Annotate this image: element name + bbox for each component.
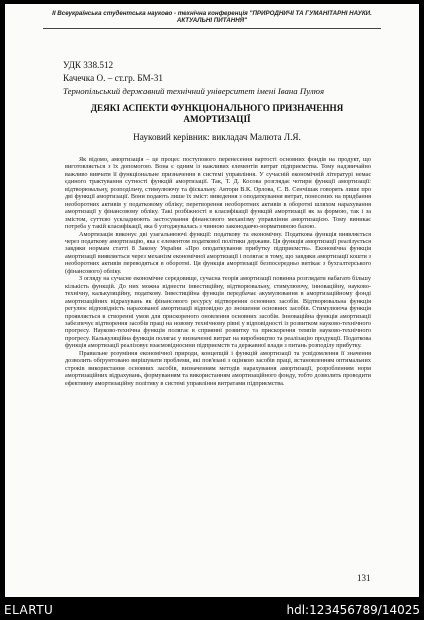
paragraph: Як відомо, амортизація – це процес поступового перенесення вартості основних фондів на продукт, що виготовляється з їх допомогою. Вона є одним із важливих елементів витрат підприємства. Тому надзвичайно важливо вивчати її функціональне призначення в системі управління. У сучасній економічній літературі немає єдиного трактування сутності функцій амортизації. Так, Т. Д. Косова розглядає чотири функції амортизації: відтворювальну, розподільчу, стимулюючу та фіскальну. Автори В.К. Орлова, С. В. Сенчішак говорять лише про дві функції амортизації. Вони подають лише їх зміст: виведення з оподаткування витрат, понесених на придбання необоротних активів у податковому обліку; перетворення необоротних активів в оборотні шляхом нарахування амортизації у фінансовому обліку. Такі розбіжності в класифікації функцій амортизації як за формою, так і за змістом, суттєво ускладнюють застосування фінансового механізму управління амортизацією. Тому виникає потреба у такій класифікації, яка б узгоджувалась з чинною законодавчо-нормативною базою. [65, 156, 371, 231]
article-body [65, 156, 371, 387]
conference-header: ІІ Всеукраїнська студентська науково - технічна конференція "ПРИРОДНИЧІ ТА ГУМАНІТАРНІ НАУКИ. АКТУАЛЬНІ ПИТАННЯ" [52, 10, 372, 25]
repository-name: ELARTU [4, 603, 54, 617]
viewer-footer-bar [0, 600, 424, 620]
paragraph: З огляду на сучасне економічне середовище, сучасна теорія амортизації повинна розглядати набагато більшу кількість функцій. До них можна віднести інвестиційну, відтворювальну, стимулюючу, інноваційну, науково-технічну, калькуляційну, податкову. Інвестиційна функція передбачає акумулювання в амортизаційному фонді амортизаційних відрахувань як фінансового ресурсу відтворення основних засобів. Відтворювальна функція регулює відповідність нарахованої амортизації відповідно до зношення основних засобів. Стимулююча функція проявляється в створенні умов для прискореного оновлення основних засобів. Інноваційна функція амортизації забезпечує відтворення засобів праці на новому технічному рівні у відповідності із розвитком науково-технічного прогресу. Науково-технічна функція полягає в сприянні розвитку та прискорення темпів науково-технічного прогресу. Калькуляційна функція полягає у визначенні витрат на виробництво та реалізацію продукції. Податкова функція амортизації реалізовує взаємовідносини підприємств та державної влади з питань розподілу прибутку. [65, 275, 371, 350]
supervisor-line: Науковий керівник: викладач Малюта Л.Я. [133, 132, 301, 142]
handle-link[interactable]: hdl:123456789/14025 [286, 603, 420, 617]
udc-code: УДК 338.512 [63, 60, 114, 70]
document-page [5, 4, 419, 597]
affiliation-line: Тернопільський державний технічний університет імені Івана Пулюя [63, 86, 325, 96]
paragraph: Амортизація виконує дві узагальнюючі функції: податкову та економічну. Податкова функція виявляється через податкову амортизацію, яка є елементом податкової політики держави. Ця функція амортизації реалізується завдяки нормам статті 8 Закону України «Про оподаткування прибутку підприємств». Економічна функція амортизації виявляється через механізм економічної амортизації і полягає в тому, що завдяки амортизації кошти з необоротних активів переводяться в оборотні. Ця функція амортизації безпосередньо витікає з бухгалтерського (фінансового) обліку. [65, 230, 371, 275]
header-rule [43, 28, 381, 29]
author-line: Качечка О. – ст.гр. БМ-31 [63, 73, 163, 83]
page-number: 131 [357, 573, 371, 583]
paragraph: Правильне розуміння економічної природи, концепцій і функцій амортизації та усвідомлення її значення дозволить обґрунтовано вирішувати проблеми, які пов'язані з оцінкою засобів праці, встановленням оптимальних строків використання основних засобів, визначенням методів нарахування амортизації, розробленням норм амортизаційних відрахувань, формуванням та використанням амортизаційного фонду, тобто дозволить проводити ефективну амортизаційну політику в системі управління витратами підприємства. [65, 349, 371, 387]
article-title: ДЕЯКІ АСПЕКТИ ФУНКЦІОНАЛЬНОГО ПРИЗНАЧЕННЯ АМОРТИЗАЦІЇ [90, 103, 344, 124]
